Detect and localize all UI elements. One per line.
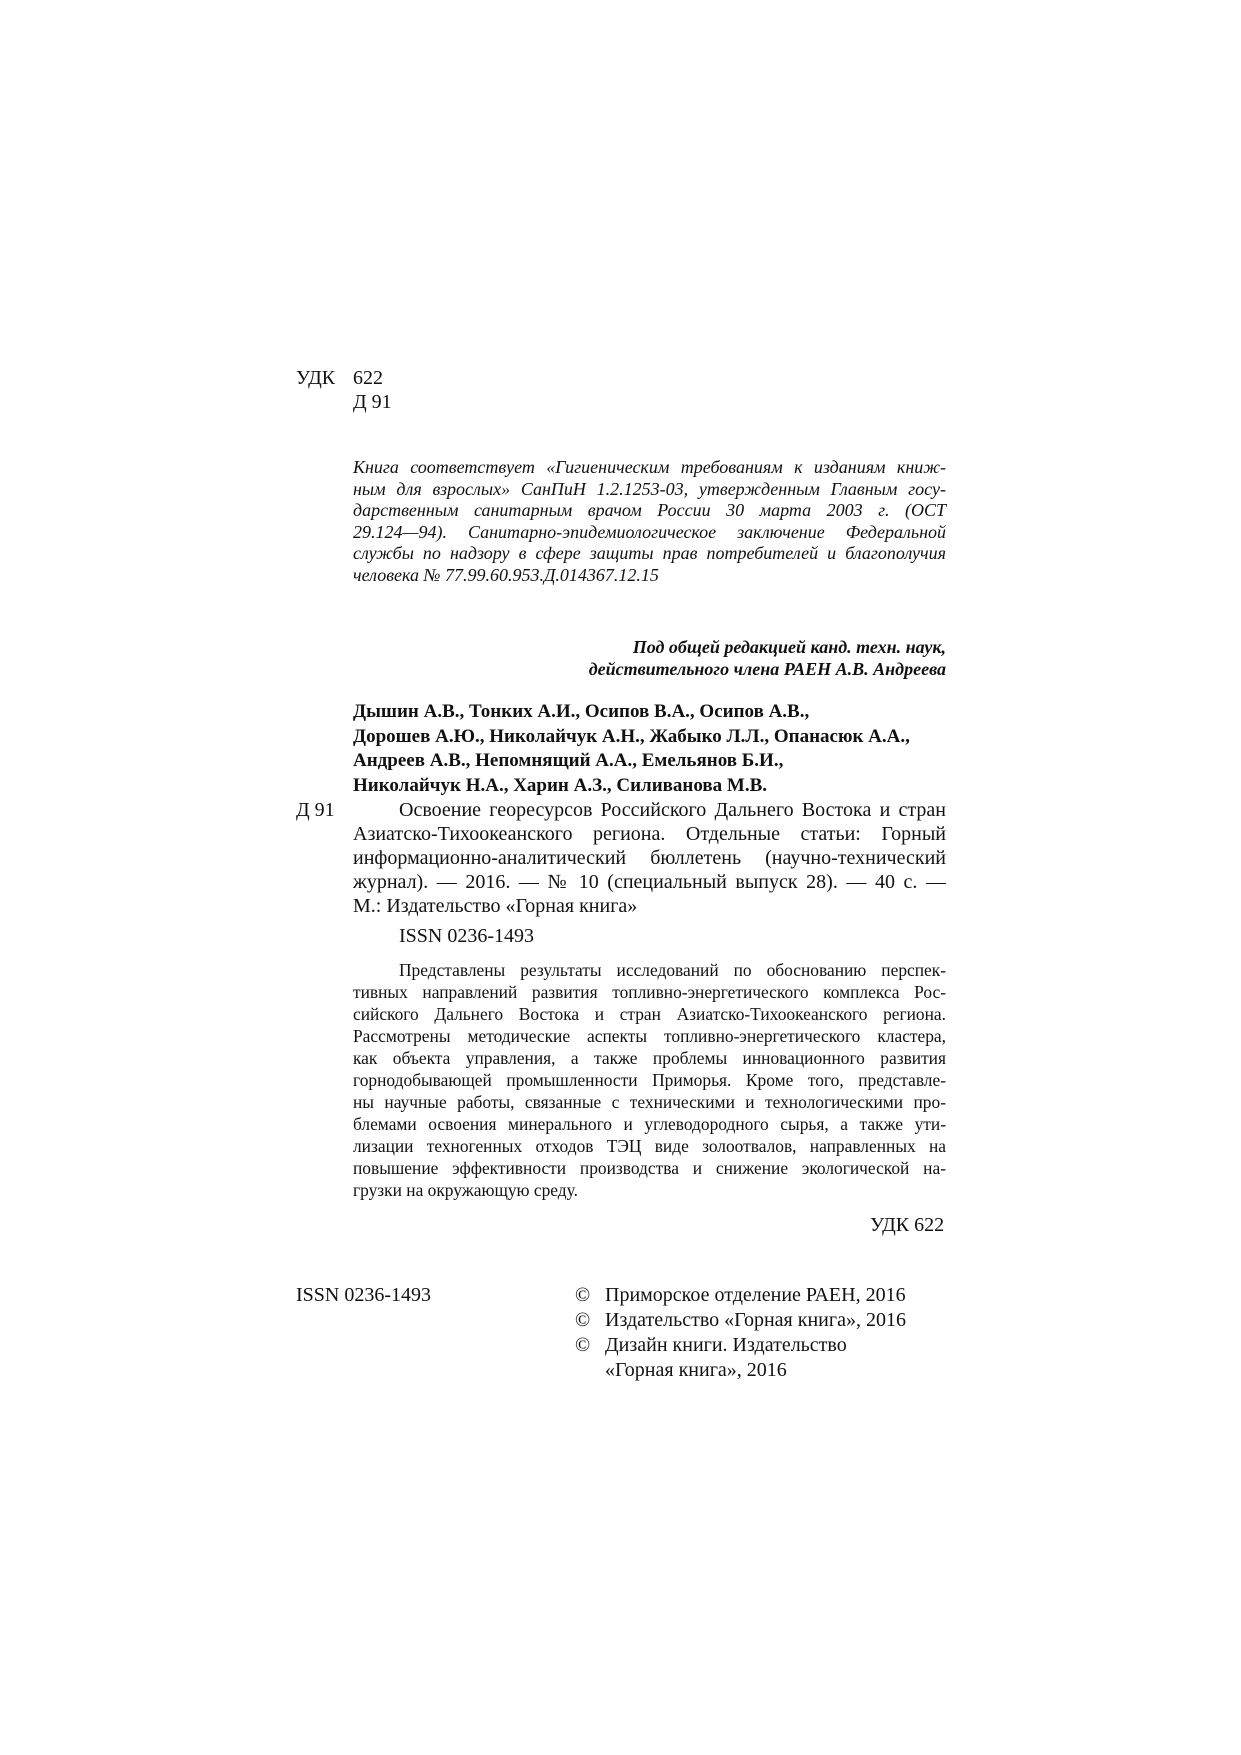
bibliographic-description (353, 798, 946, 918)
copyright-text: Дизайн книги. Издательство (605, 1334, 847, 1356)
hygiene-line: службы по надзору в сфере защиты прав потребителей и благополучия (353, 543, 946, 563)
copyright-icon: © (575, 1309, 591, 1331)
udk-row (296, 366, 392, 390)
copyright-item (575, 1308, 947, 1333)
abstract-line: ны научные работы, связанные с техническими и технологическими про- (353, 1092, 946, 1112)
hygiene-line: человека № 77.99.60.953.Д.014367.12.15 (353, 564, 659, 585)
hygiene-line: ным для взрослых» СанПиН 1.2.1253-03, утвержденным Главным госу- (353, 478, 946, 499)
copyright-text: Приморское отделение РАЕН, 2016 (605, 1284, 906, 1306)
bib-line: журнал). — 2016. — № 10 (специальный выпуск 28). — 40 с. — (353, 871, 946, 893)
abstract-line: грузки на окружающую среду. (353, 1180, 578, 1200)
abstract (353, 959, 946, 1201)
copyright-text: Издательство «Горная книга», 2016 (605, 1309, 906, 1331)
udk-bottom: УДК 622 (870, 1214, 945, 1236)
copyright-item (575, 1283, 947, 1308)
abstract-line: тивных направлений развития топливно-энергетического комплекса Рос- (353, 982, 946, 1002)
copyright-text-continued: «Горная книга», 2016 (605, 1359, 787, 1381)
bib-line: информационно-аналитический бюллетень (научно-технический (353, 847, 946, 869)
hygiene-line: Книга соответствует «Гигиеническим требованиям к изданиям книж- (353, 457, 946, 477)
editor-line: Под общей редакцией канд. техн. наук, (632, 637, 946, 657)
abstract-line: как объекта управления, а также проблемы инновационного развития (353, 1048, 946, 1068)
authors-line: Дорошев А.Ю., Николайчук А.Н., Жабыко Л.Л., Опанасюк А.А., (353, 725, 910, 747)
abstract-line: блемами освоения минерального и углеводородного сырья, а также ути- (353, 1114, 946, 1134)
issn-main: ISSN 0236-1493 (399, 925, 535, 947)
hygiene-line: 29.124—94). Санитарно-эпидемиологическое заключение Федеральной (353, 521, 946, 542)
copyright-icon: © (575, 1284, 591, 1306)
bbk-code: Д 91 (353, 391, 392, 413)
hygiene-note (353, 457, 946, 586)
authors-line: Николайчук Н.А., Харин А.З., Силиванова М.В. (353, 774, 768, 796)
copyright-icon: © (575, 1334, 591, 1356)
authors-list (353, 700, 953, 798)
bib-line: М.: Издательство «Горная книга» (353, 895, 638, 917)
authors-line: Дышин А.В., Тонких А.И., Осипов В.А., Осипов А.В., (353, 701, 810, 722)
abstract-line: Представлены результаты исследований по обоснованию перспек- (399, 960, 946, 980)
hygiene-line: дарственным санитарным врачом России 30 марта 2003 г. (ОСТ (353, 500, 946, 520)
bibliographic-mark: Д 91 (296, 799, 335, 821)
udk-block (296, 366, 392, 414)
copyright-item (575, 1333, 947, 1358)
abstract-line: горнодобывающей промышленности Приморья. Кроме того, представле- (353, 1070, 946, 1090)
abstract-line: Рассмотрены методические аспекты топливно-энергетического кластера, (353, 1026, 946, 1046)
udk-label: УДК (296, 367, 336, 389)
abstract-line: лизации техногенных отходов ТЭЦ виде золоотвалов, направленных на (353, 1136, 946, 1156)
abstract-line: сийского Дальнего Востока и стран Азиатско-Тихоокеанского региона. (353, 1004, 946, 1024)
editor-line: действительного члена РАЕН А.В. Андреева (588, 658, 946, 679)
copyright-block (575, 1283, 947, 1383)
bib-line: Освоение георесурсов Российского Дальнего Востока и стран (399, 799, 946, 821)
issn-bottom: ISSN 0236-1493 (296, 1284, 432, 1306)
bib-line: Азиатско-Тихоокеанского региона. Отдельные статьи: Горный (353, 823, 946, 845)
editor-credit (450, 637, 946, 680)
abstract-line: повышение эффективности производства и снижение экологической на- (353, 1158, 946, 1178)
udk-code: 622 (353, 367, 383, 389)
authors-line: Андреев А.В., Непомнящий А.А., Емельянов Б.И., (353, 750, 784, 771)
bbk-row (296, 390, 392, 414)
